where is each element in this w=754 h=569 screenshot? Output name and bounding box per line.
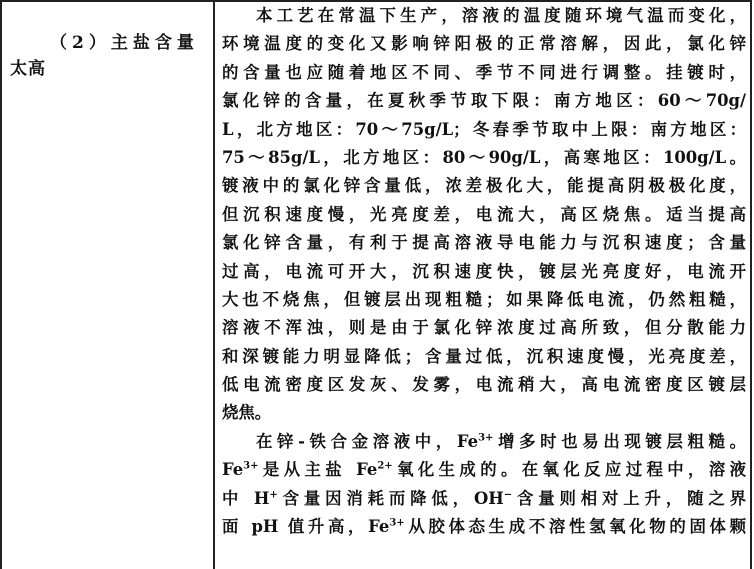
superscript: − [503, 489, 513, 501]
left-cell [10, 30, 206, 82]
text-line: L，北方地区：70～75g/L；冬春季节取中上限：南方地区： [222, 119, 746, 139]
superscript: 3+ [478, 432, 494, 444]
text-run: 是从主盐 Fe [258, 460, 378, 480]
superscript: + [269, 489, 278, 501]
text-line: 但沉积速度慢，光亮度差，电流大，高区烧焦。适当提高 [222, 204, 746, 224]
text-line: 镀液中的氯化锌含量低，浓差极化大，能提高阴极极化度， [222, 176, 746, 196]
text-line: 过高，电流可开大，沉积速度快，镀层光亮度好，电流开 [222, 261, 746, 281]
paragraph-2 [222, 428, 746, 542]
column-divider [213, 0, 215, 569]
text-line [222, 485, 746, 513]
text-line: 氯化锌含量，有利于提高溶液导电能力与沉积速度；含量 [222, 233, 746, 253]
text-line: 低电流密度区发灰、发雾，电流稍大，高电流密度区镀层 [222, 375, 746, 395]
text-line [222, 428, 746, 456]
superscript: 3+ [243, 460, 259, 472]
text-run: Fe [222, 460, 244, 480]
text-run: 含量因消耗而降低，OH [277, 488, 504, 508]
text-line [222, 513, 746, 541]
superscript: 3+ [389, 517, 405, 529]
item-heading: （2）主盐含量 [50, 33, 199, 53]
text-run: 在锌-铁合金溶液中，Fe [256, 431, 479, 451]
text-run: 增多时也易出现镀层粗糙。 [493, 431, 746, 451]
text-line: 本工艺在常温下生产，溶液的温度随环境气温而变化， [256, 6, 746, 25]
text-line: 和深镀能力明显降低；含量过低，沉积速度慢，光亮度差， [222, 346, 746, 366]
text-line: 氯化锌的含量，在夏秋季节取下限：南方地区：60～70g/ [222, 91, 746, 111]
text-line: 溶液不浑浊，则是由于氯化锌浓度过高所致，但分散能力 [222, 318, 746, 338]
text-run: 氧化生成的。在氧化反应过程中，溶液 [392, 460, 746, 480]
superscript: 2+ [377, 460, 393, 472]
text-run: 从胶体态生成不溶性氢氧化物的固体颗 [404, 517, 746, 537]
text-run: 面 pH 值升高，Fe [222, 517, 390, 537]
text-line: 75～85g/L，北方地区：80～90g/L，高寒地区：100g/L。 [222, 147, 746, 167]
text-line [222, 456, 746, 484]
text-line: 环境温度的变化又影响锌阳极的正常溶解，因此，氯化锌 [222, 34, 746, 54]
text-line: 烧焦。 [222, 403, 272, 423]
text-line: 大也不烧焦，但镀层出现粗糙；如果降低电流，仍然粗糙， [222, 289, 746, 309]
right-cell [222, 2, 746, 541]
paragraph-1 [222, 2, 746, 428]
text-run: 中 H [222, 488, 270, 508]
text-line: 的含量也应随着地区不同、季节不同进行调整。挂镀时， [222, 62, 746, 82]
item-heading-cont: 太高 [10, 59, 46, 79]
text-run: 含量则相对上升，随之界 [512, 488, 746, 508]
